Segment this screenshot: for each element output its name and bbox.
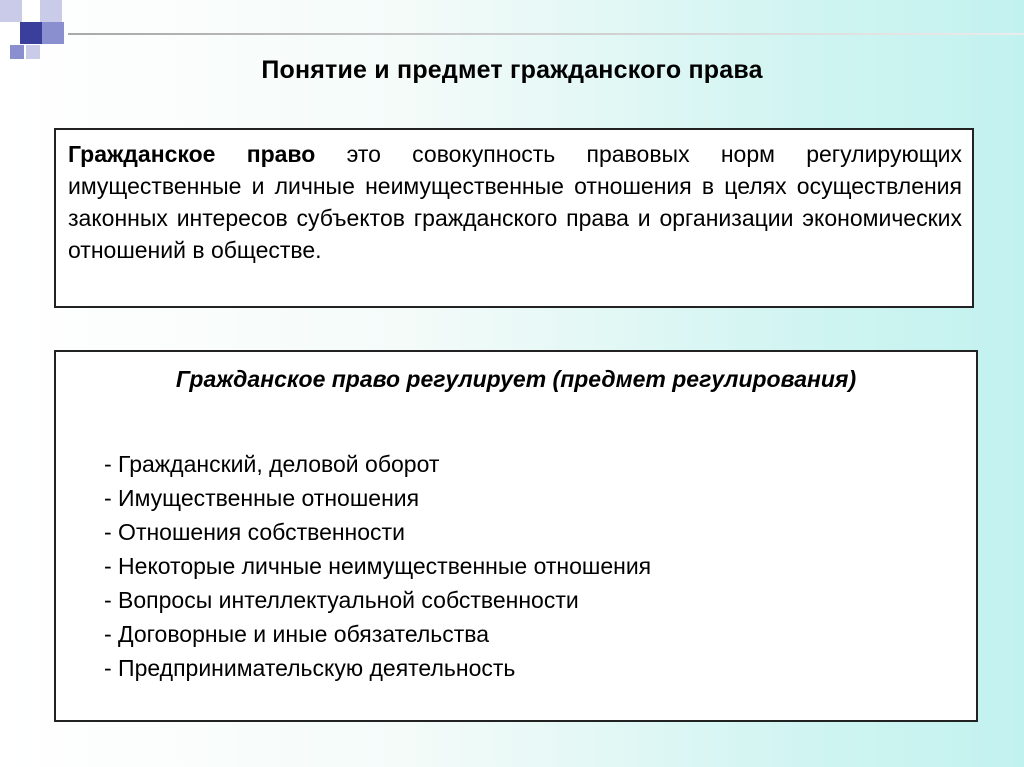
subject-heading: Гражданское право регулирует (предмет регулирования) [175, 366, 857, 392]
subject-box [54, 350, 978, 722]
header-divider-line [68, 33, 1024, 35]
definition-body: это совокупность правовых норм регулирующих имущественные и личные неимущественные отношения в целях осуществления законных интересов субъектов гражданского права и организации экономических отношений в обществе. [68, 141, 962, 263]
list-item: - Предпринимательскую деятельность [104, 655, 516, 681]
square-decoration [0, 0, 22, 22]
list-item: - Имущественные отношения [104, 485, 420, 511]
square-decoration [42, 22, 64, 44]
list-item: - Договорные и иные обязательства [104, 621, 490, 647]
definition-box [54, 128, 974, 308]
square-decoration [20, 22, 42, 44]
definition-term: Гражданское право [68, 141, 316, 167]
list-item: - Гражданский, деловой оборот [104, 451, 440, 477]
list-item: - Вопросы интеллектуальной собственности [104, 587, 579, 613]
subject-list [104, 447, 651, 685]
list-item: - Некоторые личные неимущественные отношения [104, 553, 652, 579]
definition-text [68, 138, 962, 266]
slide-title: Понятие и предмет гражданского права [261, 56, 763, 84]
square-decoration [40, 0, 62, 22]
list-item: - Отношения собственности [104, 519, 405, 545]
